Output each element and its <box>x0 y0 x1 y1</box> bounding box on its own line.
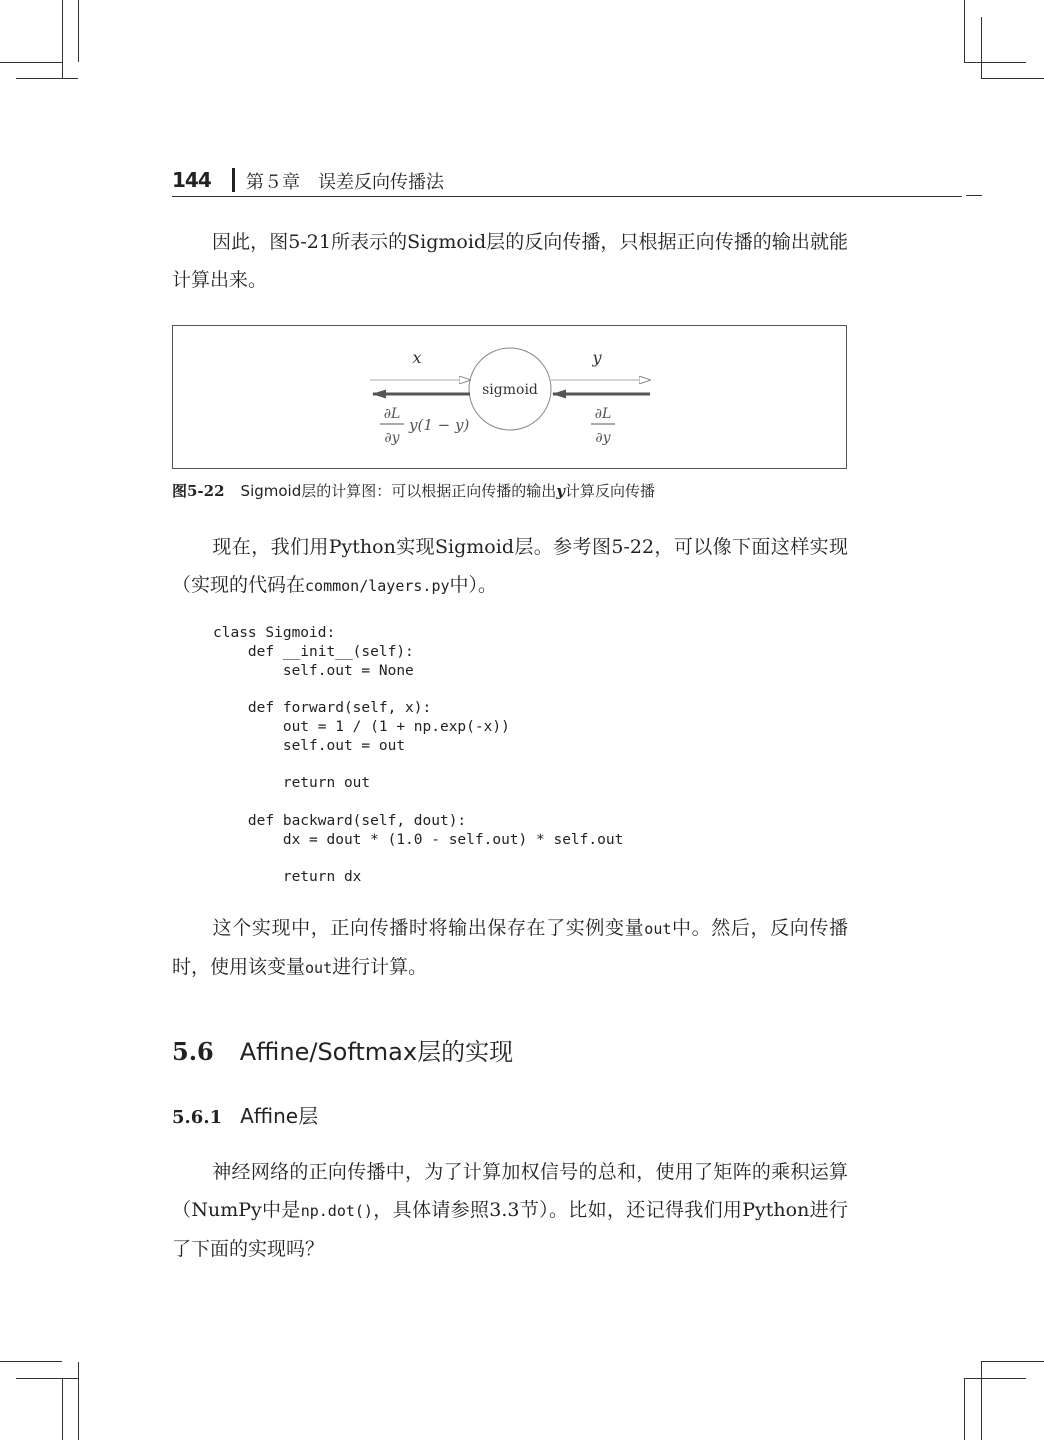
page-number: 144 <box>172 168 211 192</box>
paragraph-3-text-mid: 中。然后，反向传播时，使用该变量 <box>172 917 848 978</box>
crop-mark <box>62 1378 63 1440</box>
paragraph-3-text-end: 进行计算。 <box>332 956 428 978</box>
header-divider <box>232 168 235 192</box>
paragraph-4-text-end: ，具体请参照3.3节）。比如，还记得我们用Python进行了下面的实现吗？ <box>172 1199 848 1260</box>
grad-denominator-left: ∂y <box>384 430 400 446</box>
crop-mark <box>78 0 79 62</box>
crop-mark <box>16 1378 78 1379</box>
code-line: def __init__(self): <box>213 643 414 660</box>
crop-mark <box>981 1361 982 1440</box>
crop-mark <box>16 78 78 79</box>
crop-mark <box>964 1378 1026 1379</box>
crop-mark <box>981 17 982 79</box>
paragraph-4 <box>172 1153 848 1268</box>
section-number: 5.6 <box>172 1037 214 1066</box>
subsection-heading <box>172 1100 318 1129</box>
code-line: self.out = None <box>213 662 414 679</box>
caption-number: 图5-22 <box>172 482 225 500</box>
header-rule <box>966 195 982 196</box>
computational-graph <box>173 326 846 468</box>
paragraph-4-text: 神经网络的正向传播中，为了计算加权信号的总和，使用了矩阵的乘积运算（NumPy中是 <box>172 1161 848 1221</box>
inline-code: np.dot() <box>300 1202 373 1220</box>
grad-numerator-right: ∂L <box>594 406 612 422</box>
paragraph-1 <box>172 223 848 299</box>
code-line <box>213 850 623 869</box>
grad-denominator-right: ∂y <box>595 430 611 446</box>
code-block <box>213 624 623 887</box>
code-line: self.out = out <box>213 737 406 754</box>
paragraph-3 <box>172 909 848 987</box>
grad-factor: y(1 − y) <box>409 416 470 434</box>
crop-mark <box>981 78 1044 79</box>
code-line <box>213 756 623 775</box>
figure-caption <box>172 480 655 501</box>
inline-code: common/layers.py <box>305 577 450 595</box>
caption-variable: y <box>556 482 565 500</box>
inline-code: out <box>305 959 333 977</box>
paragraph-2 <box>172 528 848 605</box>
crop-mark <box>964 1378 965 1440</box>
paragraph-3-text: 这个实现中，正向传播时将输出保存在了实例变量 <box>212 917 645 939</box>
crop-mark <box>0 1361 62 1362</box>
running-header <box>172 166 962 197</box>
grad-numerator-left: ∂L <box>383 406 401 422</box>
inline-code: out <box>644 920 672 938</box>
section-heading <box>172 1032 513 1067</box>
code-line: return dx <box>213 869 362 886</box>
paragraph-2-text-end: 中）。 <box>449 574 498 596</box>
x-label: x <box>412 348 422 367</box>
code-line: def forward(self, x): <box>213 700 432 717</box>
crop-mark <box>981 1361 1044 1362</box>
crop-mark <box>964 62 1026 63</box>
subsection-title: Affine层 <box>240 1104 319 1128</box>
crop-mark <box>78 1362 79 1440</box>
y-label: y <box>592 348 602 367</box>
subsection-number: 5.6.1 <box>172 1107 223 1128</box>
sigmoid-figure <box>172 325 847 469</box>
crop-mark <box>62 0 63 78</box>
code-line <box>213 680 623 699</box>
code-line: dx = dout * (1.0 - self.out) * self.out <box>213 831 624 848</box>
paragraph-2-text: 现在，我们用Python实现Sigmoid层。参考图5-22，可以像下面这样实现（实现的代码在 <box>172 536 848 596</box>
code-line: def backward(self, dout): <box>213 812 467 829</box>
code-line: class Sigmoid: <box>213 625 336 641</box>
section-title: Affine/Softmax层的实现 <box>239 1038 514 1066</box>
caption-text-end: 计算反向传播 <box>564 482 655 500</box>
caption-text: Sigmoid层的计算图：可以根据正向传播的输出 <box>240 482 557 500</box>
crop-mark <box>964 0 965 62</box>
chapter-title: 第５章 误差反向传播法 <box>246 172 444 193</box>
code-line <box>213 793 623 812</box>
crop-mark <box>0 62 62 63</box>
code-line: out = 1 / (1 + np.exp(-x)) <box>213 718 510 735</box>
sigmoid-node-label: sigmoid <box>482 382 538 398</box>
paragraph-1-text: 因此，图5-21所表示的Sigmoid层的反向传播，只根据正向传播的输出就能计算出来。 <box>172 231 848 291</box>
code-line: return out <box>213 775 371 792</box>
